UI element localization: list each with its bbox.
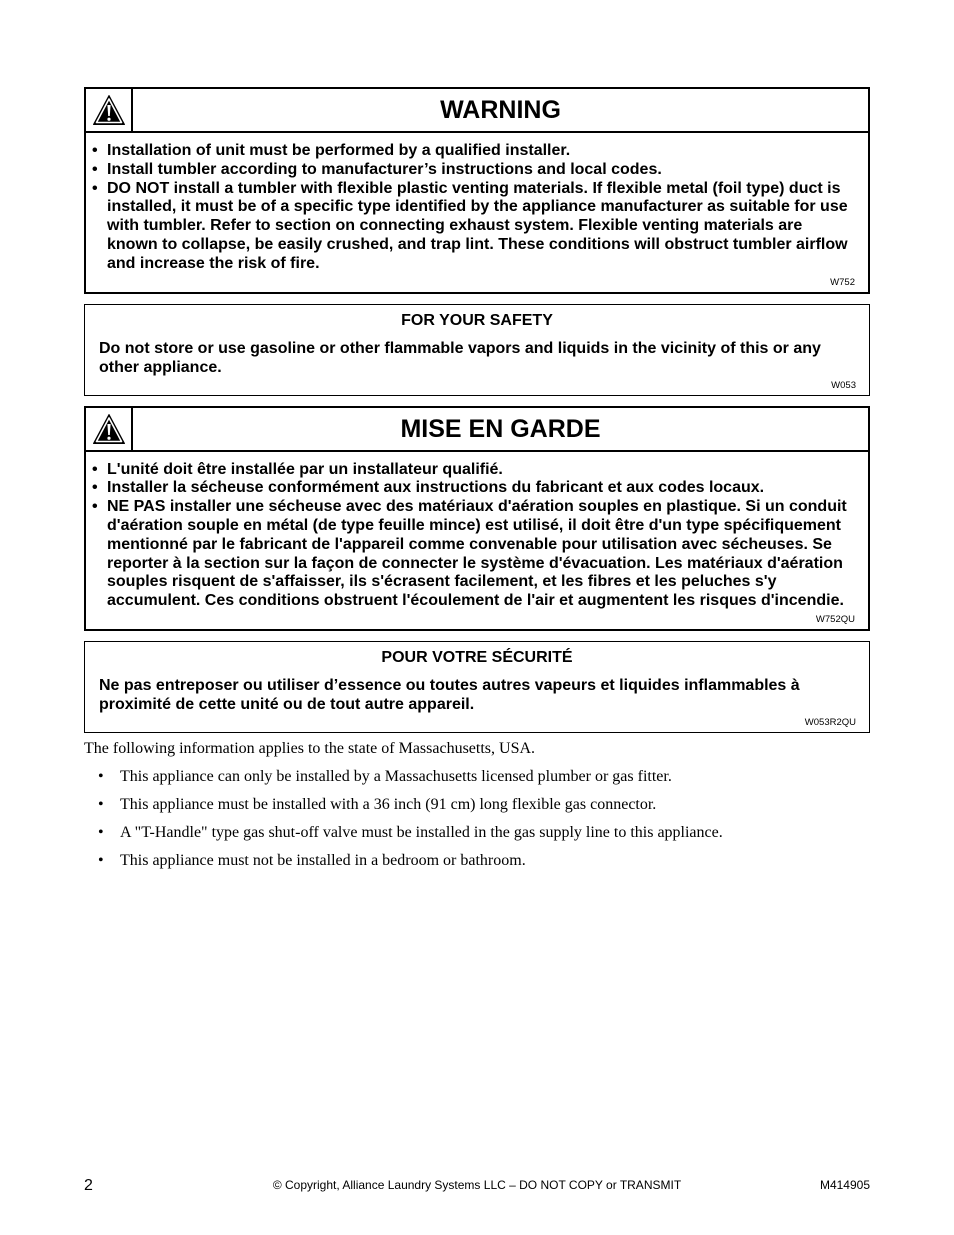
warning-icon-cell (86, 89, 133, 131)
page-number: 2 (84, 1177, 93, 1194)
warning-triangle-icon (92, 413, 126, 445)
massachusetts-intro: The following information applies to the state of Massachusetts, USA. (84, 739, 536, 757)
warning-box-english (84, 87, 870, 294)
warning-code: W752QU (815, 613, 855, 625)
warning-body (86, 452, 868, 629)
safety-code: W053 (831, 379, 856, 391)
warning-title: WARNING (440, 96, 561, 124)
safety-code: W053R2QU (804, 716, 856, 728)
warning-item: • DO NOT install a tumbler with flexible plastic venting materials. If flexible metal (foil type) duct is installed, it must be of a specific type identified by the appliance manufacturer as suitable for use with tumbler. Refer to section on connecting exhaust system. Flexible venting materials are known to collapse, be easily crushed, and trap lint. These conditions will obstruct tumbler airflow and increase the risk of fire. (92, 180, 856, 274)
safety-text: Do not store or use gasoline or other flammable vapors and liquids in the vicinity of this or any other appliance. (99, 339, 821, 376)
warning-item: • L'unité doit être installée par un installateur qualifié. (92, 461, 856, 480)
warning-triangle-icon (92, 94, 126, 126)
massachusetts-list (84, 767, 870, 871)
warning-code: W752 (830, 276, 855, 288)
copyright-notice: © Copyright, Alliance Laundry Systems LLC – DO NOT COPY or TRANSMIT (272, 1178, 682, 1192)
document-number: M414905 (819, 1178, 870, 1192)
warning-icon-cell (86, 408, 133, 450)
safety-title: FOR YOUR SAFETY (401, 311, 553, 329)
warning-title: MISE EN GARDE (400, 414, 601, 443)
list-item: • This appliance must not be installed in a bedroom or bathroom. (84, 851, 870, 871)
warning-header (86, 408, 868, 452)
page-footer (84, 1176, 870, 1196)
safety-box-french (84, 641, 870, 733)
list-item: • This appliance can only be installed by a Massachusetts licensed plumber or gas fitter. (84, 767, 870, 787)
list-item: • A "T-Handle" type gas shut-off valve must be installed in the gas supply line to this appliance. (84, 823, 870, 843)
warning-box-french (84, 406, 870, 631)
warning-body (86, 133, 868, 292)
list-item: • This appliance must be installed with a 36 inch (91 cm) long flexible gas connector. (84, 795, 870, 815)
warning-item: • Installation of unit must be performed by a qualified installer. (92, 142, 856, 161)
warning-item: • NE PAS installer une sécheuse avec des matériaux d'aération souples en plastique. Si un conduit d'aération souple en métal (de type feuille mince) est utilisé, il doit être d'un type spécifiquement mentionné par le fabricant de l'appareil comme convenable pour utilisation avec sécheuses. Se reporter à la section sur la façon de connecter le système d'évacuation. Les matériaux d'aération souples risquent de s'affaisser, ils s'écrasent facilement, et les fibres et les peluches s'y accumulent. Ces conditions obstruent l'écoulement de l'air et augmentent les risques d'incendie. (92, 498, 856, 611)
warning-item: • Install tumbler according to manufacturer’s instructions and local codes. (92, 161, 856, 180)
safety-box-english (84, 304, 870, 396)
warning-list (92, 142, 856, 274)
page-content (84, 87, 870, 879)
warning-header (86, 89, 868, 133)
safety-text: Ne pas entreposer ou utiliser d’essence ou toutes autres vapeurs et liquides inflammables à proximité de cette unité ou de tout autre appareil. (99, 676, 800, 713)
safety-title: POUR VOTRE SÉCURITÉ (381, 648, 573, 666)
warning-list (92, 461, 856, 611)
warning-item: • Installer la sécheuse conformément aux instructions du fabricant et aux codes locaux. (92, 479, 856, 498)
